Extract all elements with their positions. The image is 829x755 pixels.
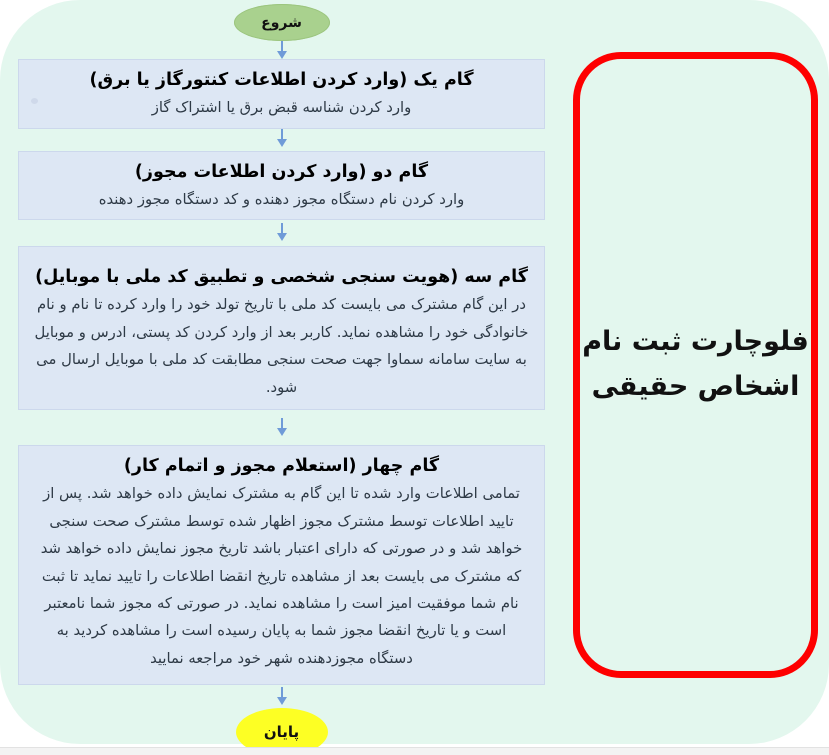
step-1-body: وارد کردن شناسه قبض برق یا اشتراک گاز — [151, 99, 412, 117]
bottom-edge-strip — [0, 747, 829, 755]
step-3-body: در این گام مشترک می بایست کد ملی با تاریخ تولد خود را وارد کرده تا نام و نام خانوادگی خود را مشاهده نماید. کاربر بعد از وارد کردن کد پستی، ادرس و موبایل به سایت سامانه سماوا جهت صحت سنجی مطابقت کد ملی با موبایل ارسال می شود. — [34, 296, 529, 396]
arrow-shaft — [281, 41, 283, 51]
arrow-head — [277, 233, 287, 241]
start-label: شروع — [261, 14, 302, 31]
step-box-2 — [18, 151, 545, 221]
arrow-shaft — [281, 223, 283, 233]
arrow-head — [277, 428, 287, 436]
arrow-head — [277, 139, 287, 147]
title-panel-line-2: اشخاص حقیقی — [591, 371, 800, 402]
step-2-body: وارد کردن نام دستگاه مجوز دهنده و کد دستگاه مجوز دهنده — [98, 190, 465, 208]
title-panel-line-1: فلوچارت ثبت نام — [582, 326, 809, 358]
step-1-title: گام یک (وارد کردن اطلاعات کنتورگاز یا برق) — [89, 70, 474, 90]
arrow-shaft — [281, 687, 283, 697]
step-4-title: گام چهار (استعلام مجوز و اتمام کار) — [123, 456, 440, 477]
arrow-shaft — [281, 418, 283, 428]
arrow-shaft — [281, 129, 283, 139]
down-arrow-icon — [277, 223, 287, 241]
step-4-body: تمامی اطلاعات وارد شده تا این گام به مشترک نمایش داده خواهد شد. پس از تایید اطلاعات توسط مشترک مجوز اظهار شده توسط مشترک صحت سنجی خواهد شد و در صورتی که دارای اعتبار باشد تاریخ مجوز نمایش داده خواهد شد که مشترک می بایست بعد از مشاهده تاریخ انقضا اطلاعات را تایید نماید تا ثبت نام شما موفقیت امیز است را مشاهده نماید. در صورتی که مجوز شما نامعتبر است و یا تاریخ انقضا مجوز شما به پایان رسیده است را مشاهده کردید به دستگاه مجوزدهنده شهر خود مراجعه نمایید — [40, 485, 523, 667]
arrow-head — [277, 51, 287, 59]
step-box-4 — [18, 445, 545, 685]
step-3-title: گام سه (هویت سنجی شخصی و تطبیق کد ملی با موبایل) — [35, 267, 528, 288]
down-arrow-icon — [277, 418, 287, 436]
down-arrow-icon — [277, 129, 287, 147]
stray-dot — [31, 98, 38, 104]
flow-column — [18, 0, 545, 755]
end-label: پایان — [263, 723, 300, 742]
down-arrow-icon — [277, 41, 287, 59]
step-2-title: گام دو (وارد کردن اطلاعات مجوز) — [134, 161, 429, 182]
title-panel — [573, 52, 818, 678]
arrow-head — [277, 697, 287, 705]
step-box-3 — [18, 246, 545, 410]
down-arrow-icon — [277, 687, 287, 705]
step-box-1 — [18, 59, 545, 129]
start-node — [234, 4, 330, 41]
